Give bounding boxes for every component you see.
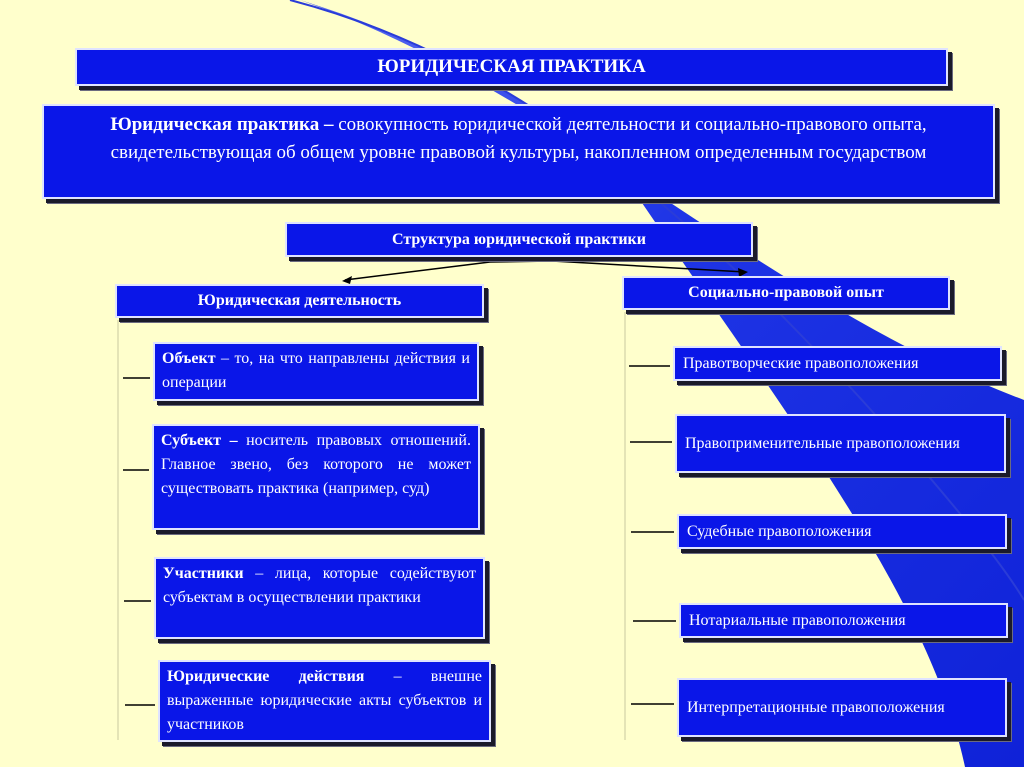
left-item-text: – лица, которые содействуют субъектам в осуществлении практики [163,565,476,606]
right-item-law-enforcement [675,414,1006,473]
left-item-subject [152,424,480,530]
left-item-text: – то, на что направлены действия и операции [162,350,470,391]
left-item-term: Участники [163,565,244,582]
connector-left-heading [345,262,490,280]
left-item-participants [154,557,485,639]
right-item-label: Нотариальные правоположения [689,611,906,629]
left-item-text: носитель правовых отношений. Главное звено, без которого не может существовать практика (например, суд) [161,432,471,497]
right-item-notarial [679,603,1008,638]
page-title: ЮРИДИЧЕСКАЯ ПРАКТИКА [75,48,948,86]
left-item-text: – внешне выраженные юридические акты субъектов и участников [167,668,483,733]
right-item-label: Правотворческие правоположения [683,354,919,372]
right-item-label: Интерпретационные правоположения [687,698,945,716]
arrowhead-left-heading [342,276,352,284]
connector-structure-stem [490,261,552,262]
legal-activity-heading: Юридическая деятельность [115,284,484,318]
left-item-term: Объект [162,350,216,367]
left-item-legal-actions [158,660,491,742]
structure-heading: Структура юридической практики [285,222,753,257]
left-item-term: Субъект – [161,432,238,449]
left-item-object [153,342,479,401]
right-item-interpretive [677,678,1007,737]
left-item-term: Юридические действия [167,668,365,685]
definition-text: совокупность юридической деятельности и социально-правового опыта, свидетельствующая об общем уровне правовой культуры, накопленном определенным государством [110,114,927,163]
right-item-lawmaking [673,346,1002,381]
social-legal-experience-heading: Социально-правовой опыт [622,276,950,310]
definition-term: Юридическая практика – [110,114,339,135]
right-item-judicial [677,514,1007,549]
right-item-label: Правоприменительные правоположения [685,434,960,452]
right-item-label: Судебные правоположения [687,522,872,540]
definition-box [42,104,995,199]
